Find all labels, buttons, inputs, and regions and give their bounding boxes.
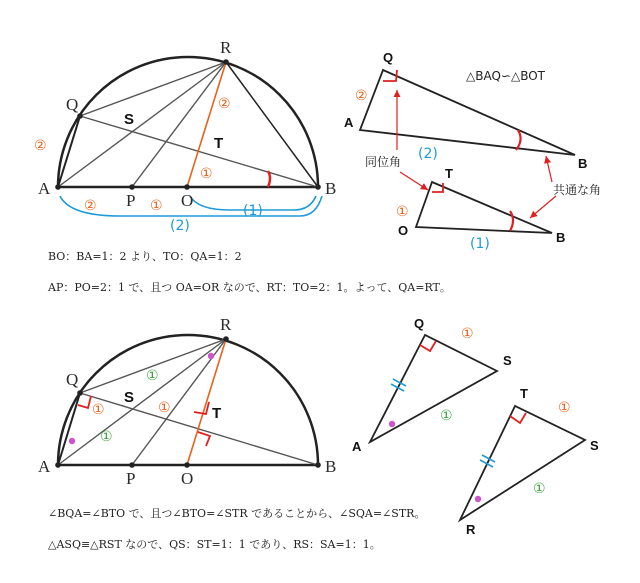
ratio-ap-label: ② (84, 198, 97, 214)
bottom-semicircle-figure (38, 315, 336, 488)
arrow-common-down (530, 196, 556, 218)
sim-ratio-ot: ① (396, 204, 409, 220)
cong-point-q: Q (414, 316, 425, 331)
bottom-right-angle-q (78, 396, 91, 408)
bottom-point-r-label: R (220, 315, 232, 334)
bottom-caption-line-1: ∠BQA=∠BTO で、且つ∠BTO=∠STR であることから、∠SQA=∠STR。 (48, 507, 426, 520)
sim-ratio-aq: ② (355, 88, 368, 104)
bottom-point-a-dot (55, 462, 61, 468)
bottom-chord-ar (58, 339, 226, 465)
top-chord-rb (226, 62, 318, 187)
point-s-label: S (124, 111, 135, 128)
triangle-rst (460, 406, 585, 520)
point-p-label: P (126, 191, 136, 210)
ratio-aq-label: ② (34, 138, 47, 154)
point-o-dot (184, 184, 190, 190)
arrow-common-up (546, 156, 552, 182)
angle-b-lower (510, 211, 513, 231)
sim-point-q: Q (383, 50, 394, 65)
bottom-point-s-label: S (124, 389, 135, 406)
bottom-ratio-as: ① (100, 429, 113, 445)
angle-dot-r-congruent (475, 496, 481, 502)
point-t-label: T (214, 135, 224, 152)
cong-ratio-ts: ① (558, 400, 571, 416)
sim-point-t: T (445, 166, 453, 181)
bottom-angle-dot-a (69, 438, 75, 444)
bottom-segment-qb (80, 393, 318, 465)
bottom-ratio-rs: ① (146, 368, 159, 384)
cong-point-s1: S (503, 353, 512, 368)
ratio-to-label: ① (200, 166, 213, 182)
bottom-point-o-dot (184, 462, 190, 468)
bottom-point-r-dot (223, 336, 229, 342)
bottom-angle-dot-r (208, 353, 214, 359)
blue-ratio-bo-label: (1) (243, 203, 263, 219)
bottom-point-q-dot (77, 390, 83, 396)
sim-point-o: O (398, 223, 409, 238)
point-p-dot (129, 184, 135, 190)
bottom-point-o-label: O (181, 469, 194, 488)
corresponding-angle-label: 同位角 (365, 155, 402, 169)
similar-triangles-figure (344, 50, 601, 252)
point-r-dot (223, 59, 229, 65)
congruent-triangles-figure (352, 316, 599, 537)
common-angle-label: 共通な角 (553, 183, 602, 197)
bottom-point-p-dot (129, 462, 135, 468)
top-segment-qb (80, 116, 318, 187)
cong-point-r: R (466, 522, 476, 537)
sim-point-b1: B (578, 156, 588, 171)
bottom-point-q-label: Q (66, 370, 79, 389)
right-angle-t-congruent (510, 413, 526, 423)
top-caption-line-1: BO：BA=1：2 より、TO：QA=1：2 (48, 250, 242, 263)
bottom-ratio-qs: ① (92, 402, 105, 418)
sim-point-a: A (344, 115, 354, 130)
cong-ratio-qs: ① (461, 326, 474, 342)
bottom-point-t-label: T (212, 405, 222, 422)
point-r-label: R (220, 38, 232, 57)
bottom-point-p-label: P (126, 469, 136, 488)
point-a-label: A (38, 179, 51, 198)
point-q-label: Q (66, 95, 79, 114)
triangle-asq (370, 335, 497, 442)
top-chord-aq (58, 116, 80, 187)
point-o-label: O (181, 191, 194, 210)
angle-b-upper (516, 130, 521, 150)
ratio-po-label: ① (150, 198, 163, 214)
point-q-dot (77, 113, 83, 119)
cong-ratio-as: ① (440, 408, 453, 424)
right-angle-q-congruent (420, 341, 436, 351)
cong-point-s2: S (590, 438, 599, 453)
blue-ratio-ba-label: (2) (170, 218, 190, 234)
sim-blue-bo: (1) (470, 236, 490, 252)
cong-ratio-rs: ① (533, 481, 546, 497)
cong-point-t: T (520, 386, 528, 401)
top-semicircle-figure (34, 38, 336, 234)
triangle-bot (416, 182, 552, 233)
sim-blue-ba: (2) (418, 146, 438, 162)
sim-point-b2: B (556, 230, 566, 245)
point-b-label: B (325, 179, 337, 198)
angle-dot-a-congruent (389, 421, 395, 427)
top-angle-b-mark (268, 171, 270, 187)
top-caption-line-2: AP：PO=2：1 で、且つ OA=OR なので、RT：TO=2：1。よって、QA=RT。 (48, 281, 451, 294)
bottom-semicircle-arc (58, 335, 318, 465)
bottom-caption-line-2: △ASQ≡△RST なので、QS：ST=1：1 であり、RS：SA=1：1。 (48, 538, 381, 551)
bottom-right-angle-t2 (198, 432, 210, 446)
cong-point-a: A (352, 439, 362, 454)
similarity-statement: △BAQ∽△BOT (466, 69, 545, 83)
bottom-point-b-label: B (325, 457, 337, 476)
ratio-rt-label: ② (218, 96, 231, 112)
point-a-dot (55, 184, 61, 190)
bottom-point-a-label: A (38, 457, 51, 476)
bottom-chord-aq (58, 393, 80, 465)
arrow-corr-to-t (400, 172, 428, 190)
bottom-point-b-dot (315, 462, 321, 468)
bottom-ratio-st: ① (158, 400, 171, 416)
point-b-dot (315, 184, 321, 190)
